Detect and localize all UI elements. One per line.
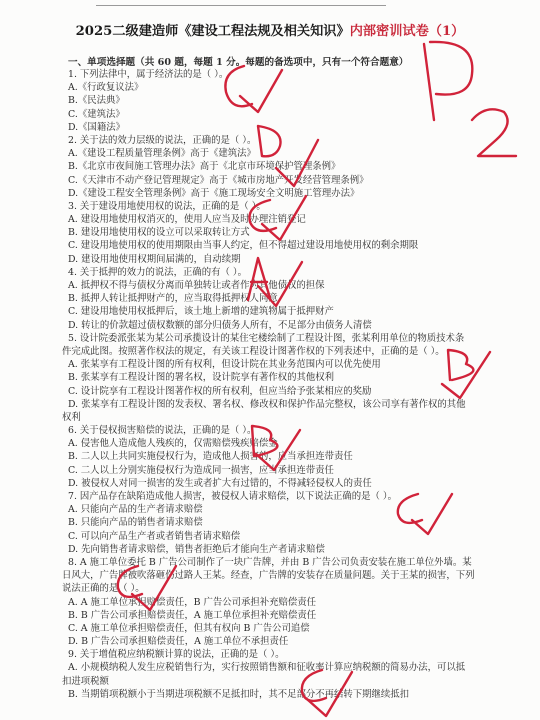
answer-option: A. 只能向产品的生产者请求赔偿 — [68, 504, 203, 516]
text-line: 权利 — [62, 411, 81, 423]
question-stem: 9. 关于增值税应纳税额计算的说法，正确的是（ ）。 — [68, 649, 285, 661]
answer-option: A. 抵押权不得与债权分离而单独转让或者作为其他债权的担保 — [68, 280, 325, 291]
answer-option: D. 建设用地使用权期间届满的，自动续期 — [68, 253, 241, 265]
question-list — [62, 68, 504, 701]
answer-option: A. A 施工单位承担赔偿责任，B 广告公司承担补充赔偿责任 — [68, 596, 316, 608]
answer-option: D. 张某享有工程设计图的发表权、署名权、修改权和保护作品完整权，该公司享有著作权的其他 — [68, 398, 466, 410]
answer-option: B. 抵押人转让抵押财产的，应当取得抵押权人同意 — [68, 293, 278, 305]
answer-option: C. 可以向产品生产者或者销售者请求赔偿 — [68, 530, 241, 542]
question-stem: 2. 关于法的效力层级的说法，正确的是（ ）。 — [68, 134, 257, 146]
question-stem: 6. 关于侵权损害赔偿的说法，正确的是（ ）。 — [68, 425, 257, 437]
answer-option: A. 侵害他人造成他人残疾的，仅需赔偿残疾赔偿金 — [68, 438, 278, 450]
answer-option: B.《北京市夜间施工管理办法》高于《北京市环境保护管理条例》 — [68, 161, 341, 173]
answer-option: B. 建设用地使用权的设立可以采取转让方式 — [68, 227, 250, 239]
answer-option: C.《建筑法》 — [68, 108, 125, 120]
answer-option: D. 先向销售者请求赔偿，销售者拒绝后才能向生产者请求赔偿 — [68, 543, 325, 555]
answer-option: A.《行政复议法》 — [68, 82, 144, 94]
text-line: 5. 设计院委派张某为某公司承揽设计的某住宅楼绘制了工程设计图，张某利用单位的物质技术条 — [68, 332, 465, 344]
top-rule — [96, 5, 386, 6]
answer-option: D. 转让的价款超过债权数额的部分归债务人所有，不足部分由债务人清偿 — [68, 319, 372, 331]
answer-option: C. A 施工单位承担赔偿责任，但其有权向 B 广告公司追偿 — [68, 622, 310, 634]
section-heading: 一、单项选择题（共 60 题，每题 1 分。每题的备选项中，只有一个符合题意） — [68, 57, 409, 68]
text-line: 日风大，广告牌被吹落砸伤过路人王某。经查，广告牌的安装存在质量问题。关于王某的损害，下列 — [62, 570, 475, 582]
question-stem: 7. 因产品存在缺陷造成他人损害，被侵权人请求赔偿，以下说法正确的是（ ）。 — [68, 491, 397, 502]
answer-option: C. 二人以上分别实施侵权行为造成同一损害，应当承担连带责任 — [68, 464, 334, 476]
question-stem: 3. 关于建设用地使用权的说法，正确的是（ ）。 — [68, 200, 266, 212]
answer-option: D. 被侵权人对同一损害的发生或者扩大有过错的，不得减轻侵权人的责任 — [68, 477, 372, 489]
title-red: 内部密训试卷（1） — [349, 24, 465, 39]
text-line: 说法正确的是（ ）。 — [62, 583, 145, 595]
answer-option: D.《国籍法》 — [68, 121, 126, 133]
answer-option: D.《建设工程安全管理条例》高于《施工现场安全文明施工管理办法》 — [68, 187, 360, 199]
answer-option: B. 只能向产品的销售者请求赔偿 — [68, 517, 203, 529]
answer-option: C. 建设用地使用权的使用期限由当事人约定，但不得超过建设用地使用权的剩余期限 — [68, 240, 419, 252]
page-title — [0, 20, 540, 39]
title-main: 2025二级建造师《建设工程法规及相关知识》 — [75, 24, 350, 39]
text-line: 件完成此图。按照著作权法的规定，有关该工程设计图著作权的下列表述中，正确的是（ ）。 — [62, 345, 445, 357]
text-line: 扣进项税额 — [62, 675, 109, 687]
question-stem: 4. 关于抵押的效力的说法，正确的有（ ）。 — [68, 266, 247, 278]
answer-option: B.《民法典》 — [68, 95, 125, 107]
question-stem: 1. 下列法律中，属于经济法的是（ ）。 — [68, 69, 229, 80]
answer-option: B. 张某享有工程设计图的署名权，设计院享有著作权的其他权利 — [68, 372, 334, 384]
answer-option: A. 小规模纳税人发生应税销售行为，实行按照销售额和征收率计算应纳税额的简易办法，可以抵 — [68, 662, 466, 674]
answer-option: D. B 广告公司承担赔偿责任，A 施工单位不承担责任 — [68, 636, 289, 648]
answer-option: B. B 广告公司承担赔偿责任，A 施工单位承担补充赔偿责任 — [68, 609, 317, 621]
answer-option: C. 设计院享有工程设计图著作权的所有权利，但应当给予张某相应的奖励 — [68, 385, 372, 397]
answer-option: C.《天津市不动产登记管理规定》高于《城市房地产开发经营管理条例》 — [68, 174, 369, 186]
answer-option: B. 二人以上共同实施侵权行为，造成他人损害的，应当承担连带责任 — [68, 451, 353, 463]
answer-option: A. 张某享有工程设计图的所有权利，但设计院在其业务范围内可以优先使用 — [68, 359, 381, 371]
answer-option: A. 建设用地使用权消灭的，使用人应当及时办理注销登记 — [68, 214, 306, 226]
answer-option: A.《建设工程质量管理条例》高于《建筑法》 — [68, 148, 256, 160]
answer-option: C. 建设用地使用权抵押后，该土地上新增的建筑物属于抵押财产 — [68, 306, 334, 318]
text-line: 8. A 施工单位委托 B 广告公司制作了一块广告牌，并由 B 广告公司负责安装在施工单位外墙。某 — [68, 556, 472, 568]
answer-option: B. 当期销项税额小于当期进项税额不足抵扣时，其不足部分不再结转下期继续抵扣 — [68, 688, 409, 700]
